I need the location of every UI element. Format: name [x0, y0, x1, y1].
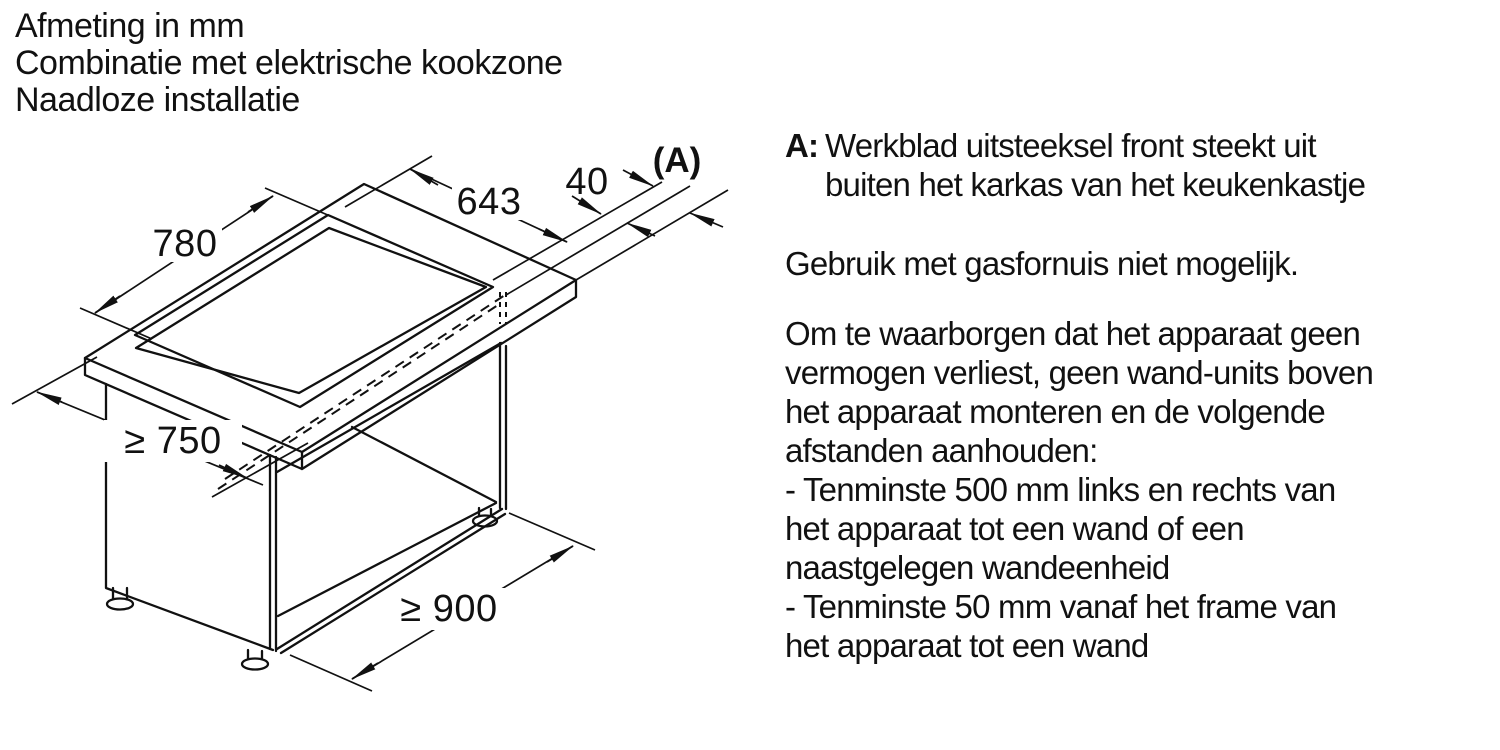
- dim-750-arrow-upper: [37, 392, 62, 402]
- cabinet-foot-left: [107, 588, 133, 610]
- dim-643-arrow-left: [410, 169, 438, 185]
- note-clearance-line-1: Om te waarborgen dat het apparaat geen: [785, 315, 1361, 352]
- dim-label-overhang-a: (A): [652, 141, 702, 180]
- dim-label-min-900: ≥ 900: [400, 588, 498, 630]
- note-clearance-line-6: het apparaat tot een wand of een: [785, 510, 1244, 547]
- note-clearance-line-3: het apparaat monteren en de volgende: [785, 393, 1325, 430]
- note-overhang-text: [825, 126, 1365, 204]
- dim-780-arrow-lower: [95, 296, 120, 313]
- title-line-installation: Naadloze installatie: [15, 81, 300, 119]
- dim-overhang-arrow-right: [690, 213, 723, 227]
- note-overhang: [785, 126, 1465, 204]
- cabinet-left-panel-front-edge: [270, 455, 276, 651]
- note-clearance-line-4: afstanden aanhouden:: [785, 432, 1098, 469]
- title-line-combination: Combinatie met elektrische kookzone: [15, 44, 563, 82]
- dim-900-arrow-lower: [352, 663, 378, 679]
- dim-label-780: 780: [152, 223, 218, 265]
- note-clearance-line-8: - Tenminste 50 mm vanaf het frame van: [785, 588, 1337, 625]
- dim-label-643: 643: [456, 181, 522, 223]
- dim-643-arrow-right: [539, 229, 567, 242]
- note-overhang-label: A:: [785, 127, 819, 164]
- cabinet-right-front-edge: [500, 343, 506, 509]
- note-clearances: [785, 314, 1465, 665]
- note-overhang-line-2: buiten het karkas van het keukenkastje: [825, 166, 1366, 203]
- seam-dashed-line-upper: [225, 295, 505, 479]
- dim-780-arrow-upper: [248, 196, 273, 212]
- dim-40-arrow-right: [627, 223, 655, 236]
- dim-label-min-750: ≥ 750: [124, 420, 222, 462]
- dim-643-extension-line: [345, 156, 432, 207]
- dim-label-40: 40: [565, 161, 609, 203]
- note-gas: Gebruik met gasfornuis niet mogelijk.: [785, 245, 1299, 282]
- seam-dashed-line-lower: [218, 305, 498, 489]
- cabinet-bottom-front-edge: [277, 509, 505, 653]
- title-line-units: Afmeting in mm: [15, 7, 245, 45]
- note-overhang-line-1: Werkblad uitsteeksel front steekt uit: [825, 127, 1316, 164]
- notes-block: [785, 126, 1465, 665]
- dim-900-arrow-upper: [547, 546, 573, 562]
- cabinet-foot-front: [242, 650, 268, 670]
- note-clearance-line-7: naastgelegen wandeenheid: [785, 549, 1170, 586]
- note-clearance-line-9: het apparaat tot een wand: [785, 627, 1149, 664]
- note-clearance-line-5: - Tenminste 500 mm links en rechts van: [785, 471, 1336, 508]
- dim-overhang-arrow-left: [623, 170, 653, 186]
- note-clearance-line-2: vermogen verliest, geen wand-units boven: [785, 354, 1374, 391]
- cabinet-opening-top-edge: [277, 343, 501, 472]
